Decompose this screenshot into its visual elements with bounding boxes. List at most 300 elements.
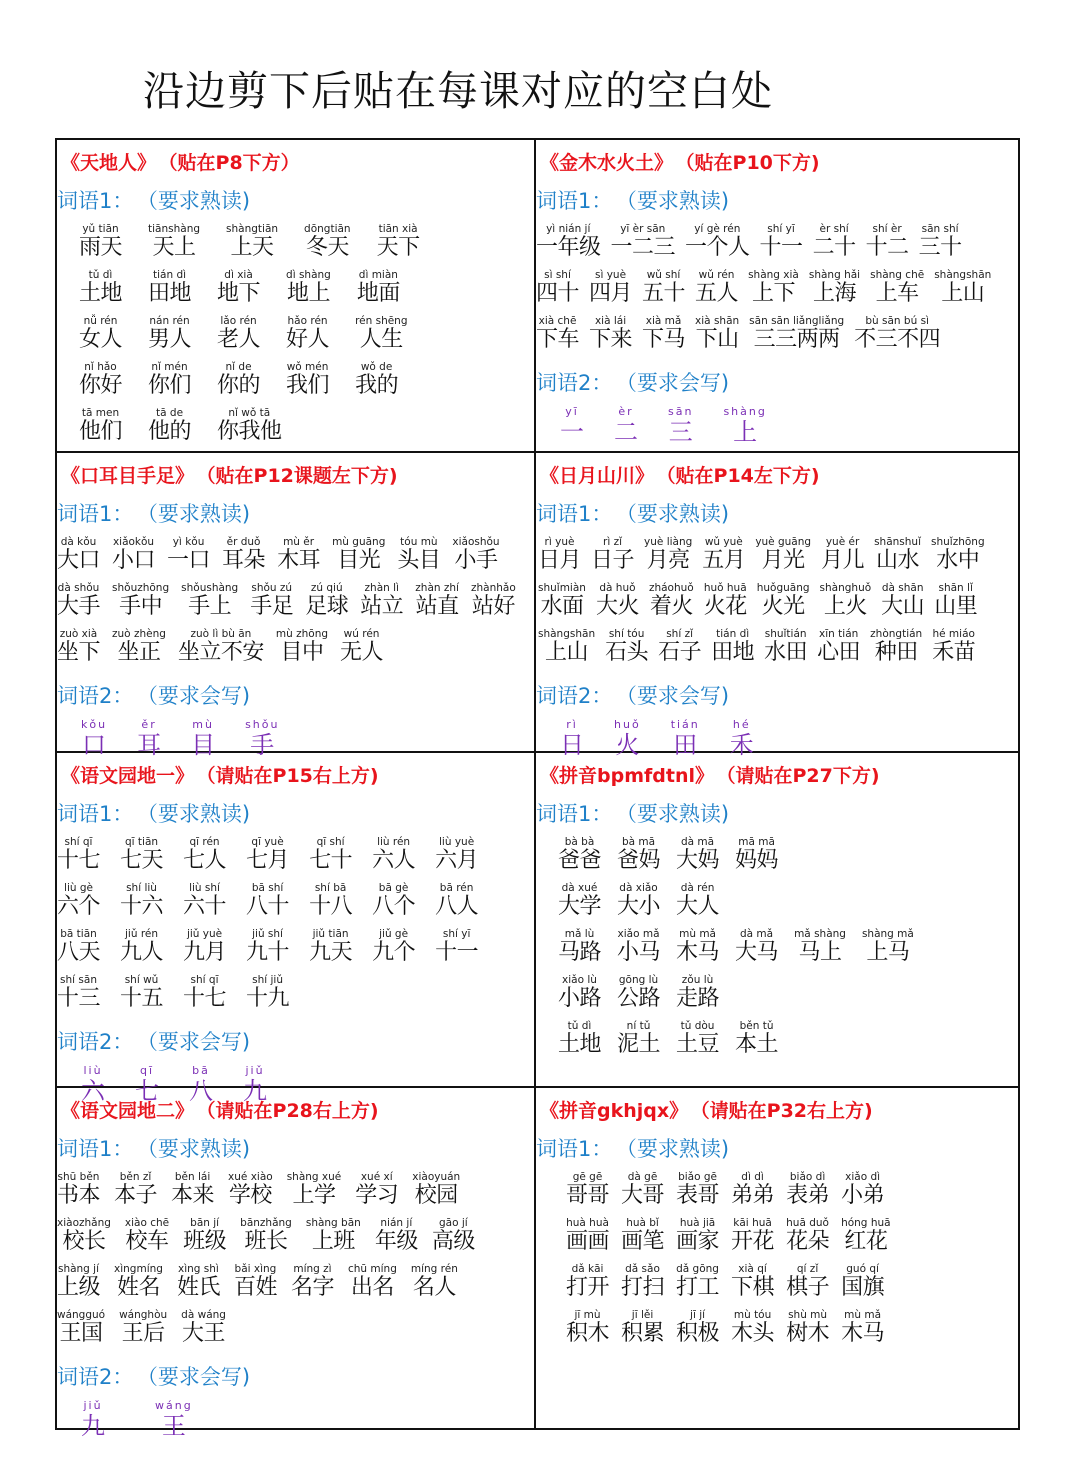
vocab-word [596, 582, 639, 620]
vocab-word [874, 536, 921, 574]
section-label: 词语2： [57, 1365, 134, 1389]
pinyin: gē gē [572, 1171, 603, 1183]
vocab-word [246, 974, 289, 1012]
pinyin: shǒuzhōng [112, 582, 170, 594]
lesson-name: 《天地人》 [61, 152, 157, 174]
section-requirement: （要求熟读) [147, 502, 251, 526]
hanzi: 头目 [397, 548, 441, 573]
hanzi: 出名 [350, 1275, 394, 1300]
write-character [668, 405, 693, 446]
section-label: 词语2： [536, 684, 613, 708]
hanzi: 雨天 [79, 235, 123, 260]
word-row [536, 972, 1018, 1012]
hanzi: 十一 [435, 940, 479, 965]
vocab-word [695, 269, 738, 307]
hanzi: 国旗 [841, 1275, 885, 1300]
vocab-word [934, 269, 991, 307]
vocab-word [685, 223, 750, 261]
paste-location: （请贴在P32右上方) [700, 1100, 873, 1122]
pinyin: dà mǎ [740, 928, 774, 940]
vocab-word [621, 1309, 664, 1347]
vocab-word [870, 628, 922, 666]
hanzi: 五人 [695, 281, 739, 306]
pinyin: dǎ sǎo [625, 1263, 660, 1275]
hanzi: 水中 [936, 548, 980, 573]
vocab-word [119, 1309, 167, 1347]
pinyin: mǎ lù [564, 928, 595, 940]
vocab-word [866, 223, 909, 261]
pinyin: běn zǐ [119, 1171, 152, 1183]
vocab-word [435, 928, 478, 966]
hanzi: 八个 [372, 894, 416, 919]
hanzi: 大学 [558, 894, 602, 919]
pinyin: jī mù [574, 1309, 601, 1321]
pinyin: shuǐmiàn [538, 582, 586, 594]
vocab-word [538, 536, 581, 574]
hanzi: 校车 [125, 1229, 169, 1254]
lesson-card [57, 1088, 536, 1440]
vocab-word [558, 882, 601, 920]
pinyin: shuǐzhōng [931, 536, 985, 548]
hanzi: 小口 [112, 548, 156, 573]
vocab-word [57, 582, 100, 620]
pinyin: bā rén [439, 882, 474, 894]
hanzi: 土豆 [676, 1032, 720, 1057]
pinyin: dà kǒu [60, 536, 97, 548]
pinyin: zuò zhèng [112, 628, 166, 640]
hanzi: 小路 [558, 986, 602, 1011]
section-label: 词语1： [57, 189, 134, 213]
lesson-title [540, 1096, 1018, 1123]
vocab-word [340, 628, 383, 666]
word-row [57, 626, 534, 666]
hanzi: 九天 [309, 940, 353, 965]
pinyin: wǒ mén [286, 361, 329, 373]
pinyin: bā [192, 1064, 210, 1077]
vocab-word [591, 536, 634, 574]
hanzi: 无人 [340, 640, 384, 665]
hanzi: 月儿 [821, 548, 865, 573]
write-character [614, 405, 638, 446]
hanzi: 校园 [414, 1183, 458, 1208]
vocab-word [731, 1217, 774, 1255]
hanzi: 十七 [183, 986, 227, 1011]
vocab-word [291, 1263, 334, 1301]
pinyin: shí jiǔ [252, 974, 283, 986]
pinyin: nǐ hǎo [84, 361, 117, 373]
vocab-word [372, 882, 415, 920]
pinyin: rì [566, 718, 578, 731]
hanzi: 六人 [372, 848, 416, 873]
hanzi: 下车 [536, 327, 580, 352]
lesson-name: 《语文园地二》 [61, 1100, 195, 1122]
hanzi: 一二三 [610, 235, 676, 260]
vocab-word [178, 628, 264, 666]
hanzi: 上山 [941, 281, 985, 306]
hanzi: 大王 [182, 1321, 226, 1346]
hanzi: 红花 [844, 1229, 888, 1254]
hanzi: 站直 [415, 594, 459, 619]
vocab-word [755, 536, 811, 574]
word-row [57, 267, 534, 307]
pinyin: bà bà [564, 836, 595, 848]
pinyin: xiǎokǒu [112, 536, 155, 548]
page-title: 沿边剪下后贴在每课对应的空白处 [143, 67, 773, 115]
hanzi: 上天 [230, 235, 274, 260]
vocab-word [731, 1263, 774, 1301]
pinyin: yī èr sān [620, 223, 666, 235]
pinyin: běn lái [174, 1171, 211, 1183]
hanzi: 二 [614, 418, 638, 446]
word-row [57, 926, 534, 966]
hanzi: 王国 [59, 1321, 103, 1346]
lesson-card [57, 140, 536, 453]
vocab-word [228, 1171, 273, 1209]
word-row [536, 1261, 1018, 1301]
pinyin: tóu mù [400, 536, 438, 548]
pinyin: huà huà [566, 1217, 609, 1229]
hanzi: 书本 [57, 1183, 101, 1208]
pinyin: dǎ gōng [676, 1263, 719, 1275]
word-row [57, 405, 534, 445]
pinyin: tǔ dòu [680, 1020, 715, 1032]
hanzi: 画笔 [621, 1229, 665, 1254]
vocab-word [304, 223, 351, 261]
hanzi: 日 [560, 731, 584, 759]
pinyin: tiānshàng [148, 223, 201, 235]
pinyin: shàng chē [870, 269, 925, 281]
hanzi: 百姓 [233, 1275, 277, 1300]
vocab-word [676, 1263, 719, 1301]
pinyin: hóng huā [841, 1217, 891, 1229]
vocab-word [183, 1217, 226, 1255]
hanzi: 下山 [695, 327, 739, 352]
hanzi: 木马 [841, 1321, 885, 1346]
vocab-word [120, 974, 163, 1012]
vocab-word [177, 1263, 220, 1301]
vocab-word [731, 1171, 774, 1209]
hanzi: 着火 [649, 594, 693, 619]
pinyin: yí gè rén [694, 223, 741, 235]
vocab-word [250, 582, 293, 620]
word-row [536, 313, 1018, 353]
pinyin: dì xià [224, 269, 253, 281]
section-label: 词语1： [536, 1137, 613, 1161]
vocab-word [676, 928, 719, 966]
hanzi: 八人 [435, 894, 479, 919]
pinyin: sān shí [921, 223, 959, 235]
vocab-word [817, 628, 860, 666]
card-grid [55, 138, 1020, 1440]
pinyin: shí zǐ [666, 628, 694, 640]
vocab-word [621, 1171, 664, 1209]
vocab-word [183, 974, 226, 1012]
pinyin: huǒ huā [703, 582, 747, 594]
section-requirement: （要求会写) [147, 1030, 251, 1054]
pinyin: mā mā [738, 836, 775, 848]
vocab-word [415, 582, 459, 620]
pinyin: kāi huā [733, 1217, 772, 1229]
hanzi: 泥土 [617, 1032, 661, 1057]
pinyin: dì shàng [286, 269, 331, 281]
pinyin: bù sān bú sì [865, 315, 929, 327]
pinyin: shǒu [245, 718, 280, 731]
section-requirement: （要求熟读) [626, 502, 730, 526]
pinyin: qī yuè [251, 836, 284, 848]
hanzi: 七月 [246, 848, 290, 873]
word-row [57, 972, 534, 1012]
vocab-word [621, 1217, 664, 1255]
hanzi: 男人 [148, 327, 192, 352]
pinyin: wánghòu [119, 1309, 168, 1321]
section-label: 词语1： [536, 502, 613, 526]
vocab-word [112, 536, 155, 574]
pinyin: ní tǔ [626, 1020, 651, 1032]
vocab-word [538, 628, 595, 666]
hanzi: 上车 [875, 281, 919, 306]
pinyin: shàng jí [57, 1263, 100, 1275]
hanzi: 九 [243, 1077, 267, 1105]
hanzi: 四月 [589, 281, 633, 306]
vocab-word [649, 582, 694, 620]
vocab-word [786, 1217, 829, 1255]
pinyin: shí qī [64, 836, 93, 848]
pinyin: wǔ rén [698, 269, 735, 281]
hanzi: 山里 [934, 594, 978, 619]
section-label: 词语1： [57, 502, 134, 526]
vocab-word [375, 1217, 418, 1255]
pinyin: shí yī [442, 928, 471, 940]
pinyin: tián dì [716, 628, 750, 640]
pinyin: rì zǐ [603, 536, 623, 548]
write-section-label [536, 680, 1018, 710]
vocab-word [589, 315, 632, 353]
hanzi: 大口 [57, 548, 101, 573]
pinyin: wángguó [57, 1309, 106, 1321]
pinyin: bā tiān [60, 928, 97, 940]
hanzi: 名字 [290, 1275, 334, 1300]
hanzi: 七 [135, 1077, 159, 1105]
write-character [155, 1399, 193, 1440]
lesson-name: 《口耳目手足》 [61, 465, 195, 487]
paste-location: （请贴在P28右上方) [206, 1100, 379, 1122]
hanzi: 九月 [183, 940, 227, 965]
pinyin: gōng lù [618, 974, 659, 986]
write-character [81, 1399, 105, 1440]
hanzi: 人生 [359, 327, 403, 352]
pinyin: dà huǒ [599, 582, 636, 594]
hanzi: 树木 [786, 1321, 830, 1346]
section-label: 词语1： [57, 1137, 134, 1161]
vocab-word [642, 315, 685, 353]
hanzi: 七十 [309, 848, 353, 873]
vocab-word [841, 1217, 890, 1255]
write-section-label [57, 680, 534, 710]
word-row [57, 1169, 534, 1209]
hanzi: 开花 [731, 1229, 775, 1254]
pinyin: tián dì [153, 269, 187, 281]
pinyin: yǔ tiān [82, 223, 119, 235]
pinyin: zú qiú [310, 582, 343, 594]
hanzi: 三 [668, 418, 693, 446]
pinyin: shū běn [57, 1171, 100, 1183]
hanzi: 大人 [676, 894, 720, 919]
vocab-word [217, 361, 260, 399]
read-section-label [57, 798, 534, 828]
lesson-title [540, 461, 1018, 488]
pinyin: xìngmíng [114, 1263, 163, 1275]
vocab-word [702, 536, 745, 574]
hanzi: 你好 [79, 373, 123, 398]
vocab-word [167, 536, 210, 574]
vocab-word [617, 1020, 660, 1058]
hanzi: 名人 [412, 1275, 456, 1300]
hanzi: 打工 [676, 1275, 720, 1300]
pinyin: huǒguāng [756, 582, 810, 594]
pinyin: lǎo rén [220, 315, 257, 327]
pinyin: ěr [141, 718, 157, 731]
paste-location: （贴在P12课题左下方) [206, 465, 398, 487]
hanzi: 手足 [250, 594, 294, 619]
pinyin: huà jiā [679, 1217, 716, 1229]
hanzi: 他们 [79, 419, 123, 444]
pinyin: tiān xià [378, 223, 418, 235]
hanzi: 手上 [188, 594, 232, 619]
hanzi: 好人 [286, 327, 330, 352]
pinyin: zhànhǎo [470, 582, 516, 594]
pinyin: biǎo gē [678, 1171, 717, 1183]
read-section-label [57, 498, 534, 528]
section-requirement: （要求会写) [147, 684, 251, 708]
hanzi: 上山 [545, 640, 589, 665]
pinyin: liù yuè [439, 836, 475, 848]
hanzi: 十一 [759, 235, 803, 260]
hanzi: 目 [191, 731, 216, 759]
vocab-word [372, 836, 415, 874]
vocab-word [621, 1263, 664, 1301]
vocab-word [760, 223, 803, 261]
section-requirement: （要求会写) [147, 1365, 251, 1389]
pinyin: liù gè [64, 882, 93, 894]
vocab-word [79, 269, 122, 307]
word-row [536, 267, 1018, 307]
hanzi: 上海 [812, 281, 856, 306]
hanzi: 班长 [244, 1229, 288, 1254]
vocab-word [642, 269, 685, 307]
hanzi: 火花 [703, 594, 747, 619]
pinyin: nán rén [149, 315, 190, 327]
vocab-word [870, 269, 924, 307]
vocab-word [57, 1263, 100, 1301]
vocab-word [617, 928, 660, 966]
lesson-name: 《语文园地一》 [61, 765, 195, 787]
pinyin: shí èr [872, 223, 902, 235]
hanzi: 本子 [114, 1183, 158, 1208]
vocab-word [735, 1020, 778, 1058]
hanzi: 上下 [751, 281, 795, 306]
hanzi: 十六 [120, 894, 164, 919]
hanzi: 大山 [881, 594, 925, 619]
vocab-word [332, 536, 385, 574]
pinyin: bān jí [190, 1217, 220, 1229]
pinyin: shànghuǒ [819, 582, 872, 594]
hanzi: 一口 [167, 548, 211, 573]
hanzi: 画画 [566, 1229, 610, 1254]
vocab-word [676, 1217, 719, 1255]
vocab-word [114, 1171, 157, 1209]
pinyin: yuè ér [825, 536, 860, 548]
section-label: 词语1： [536, 802, 613, 826]
hanzi: 坐正 [117, 640, 161, 665]
hanzi: 站好 [471, 594, 515, 619]
vocab-word [79, 315, 122, 353]
pinyin: qī shí [316, 836, 345, 848]
pinyin: biǎo dì [789, 1171, 826, 1183]
pinyin: xiàozhǎng [57, 1217, 111, 1229]
hanzi: 田 [673, 731, 698, 759]
pinyin: nǚ rén [83, 315, 118, 327]
pinyin: jiǔ [245, 1064, 265, 1077]
vocab-word [786, 1171, 829, 1209]
read-section-label [536, 798, 1018, 828]
hanzi: 走路 [676, 986, 720, 1011]
vocab-word [566, 1171, 609, 1209]
lesson-name: 《拼音gkhjqx》 [540, 1100, 689, 1122]
word-row [536, 1307, 1018, 1347]
word-row [57, 1307, 534, 1347]
section-label: 词语2： [536, 371, 613, 395]
vocab-word [412, 1171, 460, 1209]
vocab-word [676, 836, 719, 874]
hanzi: 学校 [228, 1183, 272, 1208]
lesson-card [536, 753, 1018, 1088]
vocab-word [183, 836, 226, 874]
vocab-word [57, 928, 100, 966]
vocab-word [605, 628, 648, 666]
pinyin: jiǔ shí [252, 928, 283, 940]
pinyin: chū míng [347, 1263, 397, 1275]
hanzi: 积木 [566, 1321, 610, 1346]
pinyin: dǎ kāi [571, 1263, 604, 1275]
vocab-word [711, 628, 754, 666]
pinyin: xīn tián [819, 628, 859, 640]
lesson-card [536, 140, 1018, 453]
hanzi: 班级 [183, 1229, 227, 1254]
hanzi: 七人 [183, 848, 227, 873]
vocab-word [611, 223, 676, 261]
hanzi: 目中 [280, 640, 324, 665]
hanzi: 九人 [120, 940, 164, 965]
word-row [536, 221, 1018, 261]
vocab-word [120, 836, 163, 874]
vocab-word [171, 1171, 214, 1209]
pinyin: mù tóu [733, 1309, 772, 1321]
hanzi: 公路 [617, 986, 661, 1011]
pinyin: shàng xià [748, 269, 799, 281]
pinyin: xué xí [360, 1171, 393, 1183]
hanzi: 三三两两 [753, 327, 840, 352]
vocab-word [735, 928, 778, 966]
pinyin: bǎi xìng [234, 1263, 277, 1275]
write-character [723, 405, 766, 446]
vocab-word [286, 315, 329, 353]
hanzi: 田地 [148, 281, 192, 306]
pinyin: qī tiān [125, 836, 159, 848]
vocab-word [148, 223, 200, 261]
pinyin: wáng [155, 1399, 193, 1412]
lesson-title [61, 148, 534, 175]
vocab-word [183, 928, 226, 966]
